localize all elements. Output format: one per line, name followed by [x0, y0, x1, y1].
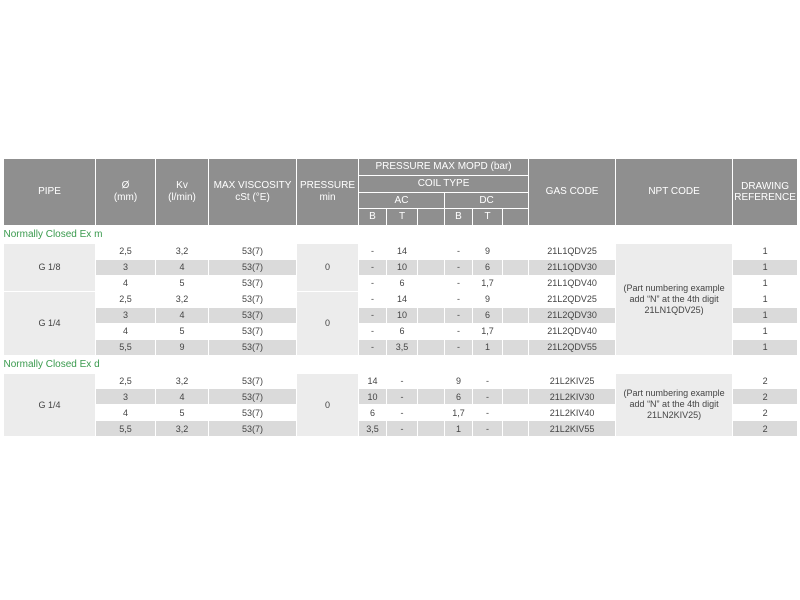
dc-t-cell: - [473, 405, 503, 421]
dc-empty-cell [503, 275, 529, 291]
ac-t-cell: 14 [387, 244, 418, 260]
dc-b-cell: - [445, 307, 473, 323]
visc-cell: 53(7) [209, 389, 297, 405]
pressure-min-cell: 0 [297, 373, 359, 437]
ac-b-cell: 14 [359, 373, 387, 389]
dc-t-cell: 1,7 [473, 275, 503, 291]
header-kv: Kv (l/min) [156, 159, 209, 226]
ac-b-cell: 6 [359, 405, 387, 421]
kv-cell: 4 [156, 307, 209, 323]
header-ac: AC [359, 193, 445, 209]
drawing-reference-cell: 1 [733, 275, 798, 291]
ac-t-cell: - [387, 421, 418, 437]
dc-empty-cell [503, 291, 529, 307]
ac-b-cell: - [359, 244, 387, 260]
ac-empty-cell [418, 339, 445, 355]
table-row [4, 373, 798, 389]
d-cell: 2,5 [96, 244, 156, 260]
header-ac-t: T [387, 209, 418, 226]
pressure-min-cell: 0 [297, 244, 359, 292]
drawing-reference-cell: 1 [733, 259, 798, 275]
d-cell: 5,5 [96, 421, 156, 437]
pressure-min-cell: 0 [297, 291, 359, 355]
d-cell: 3 [96, 307, 156, 323]
d-cell: 4 [96, 405, 156, 421]
ac-empty-cell [418, 259, 445, 275]
ac-t-cell: 10 [387, 259, 418, 275]
dc-b-cell: 6 [445, 389, 473, 405]
drawing-reference-cell: 2 [733, 421, 798, 437]
visc-cell: 53(7) [209, 421, 297, 437]
kv-cell: 3,2 [156, 244, 209, 260]
ac-b-cell: - [359, 275, 387, 291]
kv-cell: 3,2 [156, 421, 209, 437]
visc-cell: 53(7) [209, 323, 297, 339]
section-title-row [4, 226, 798, 244]
section-title: Normally Closed Ex m [4, 226, 798, 244]
ac-b-cell: 3,5 [359, 421, 387, 437]
npt-code-cell [616, 373, 733, 437]
header-dc-empty [503, 209, 529, 226]
dc-b-cell: - [445, 339, 473, 355]
drawing-reference-cell: 2 [733, 373, 798, 389]
ac-t-cell: - [387, 405, 418, 421]
gas-code-cell: 21L1QDV30 [529, 259, 616, 275]
ac-b-cell: - [359, 339, 387, 355]
pipe-cell: G 1/8 [4, 244, 96, 292]
drawing-reference-cell: 2 [733, 389, 798, 405]
drawing-reference-cell: 1 [733, 291, 798, 307]
visc-cell: 53(7) [209, 275, 297, 291]
npt-note-line: add “N” at the 4th digit [629, 293, 719, 304]
d-cell: 5,5 [96, 339, 156, 355]
dc-t-cell: - [473, 389, 503, 405]
header-dc-t: T [473, 209, 503, 226]
dc-t-cell: - [473, 421, 503, 437]
dc-b-cell: - [445, 291, 473, 307]
section-title: Normally Closed Ex d [4, 355, 798, 373]
kv-cell: 4 [156, 389, 209, 405]
header-coil-type: COIL TYPE [359, 176, 529, 193]
gas-code-cell: 21L2KIV55 [529, 421, 616, 437]
kv-cell: 3,2 [156, 291, 209, 307]
ac-b-cell: - [359, 259, 387, 275]
npt-note-line: (Part numbering example [623, 282, 725, 293]
visc-cell: 53(7) [209, 259, 297, 275]
visc-cell: 53(7) [209, 291, 297, 307]
d-cell: 4 [96, 275, 156, 291]
ac-empty-cell [418, 244, 445, 260]
dc-b-cell: - [445, 323, 473, 339]
drawing-reference-cell: 1 [733, 307, 798, 323]
valve-spec-table [3, 158, 798, 437]
visc-cell: 53(7) [209, 307, 297, 323]
dc-empty-cell [503, 323, 529, 339]
d-cell: 4 [96, 323, 156, 339]
ac-t-cell: 14 [387, 291, 418, 307]
dc-t-cell: - [473, 373, 503, 389]
dc-t-cell: 6 [473, 259, 503, 275]
d-cell: 2,5 [96, 291, 156, 307]
dc-empty-cell [503, 307, 529, 323]
gas-code-cell: 21L1QDV25 [529, 244, 616, 260]
dc-t-cell: 9 [473, 244, 503, 260]
drawing-reference-cell: 1 [733, 339, 798, 355]
header-gas-code: GAS CODE [529, 159, 616, 226]
d-cell: 2,5 [96, 373, 156, 389]
ac-empty-cell [418, 291, 445, 307]
ac-b-cell: 10 [359, 389, 387, 405]
dc-b-cell: - [445, 275, 473, 291]
pipe-cell: G 1/4 [4, 373, 96, 437]
table-body [4, 226, 798, 437]
ac-b-cell: - [359, 323, 387, 339]
header-diameter: Ø (mm) [96, 159, 156, 226]
npt-note-line: add “N” at the 4th digit [629, 399, 719, 410]
ac-empty-cell [418, 275, 445, 291]
header-max-viscosity: MAX VISCOSITY cSt (°E) [209, 159, 297, 226]
npt-code-cell [616, 244, 733, 356]
pipe-cell: G 1/4 [4, 291, 96, 355]
dc-t-cell: 9 [473, 291, 503, 307]
kv-cell: 5 [156, 323, 209, 339]
dc-t-cell: 1,7 [473, 323, 503, 339]
kv-cell: 3,2 [156, 373, 209, 389]
npt-note-line: 21LN2KIV25) [647, 410, 702, 421]
dc-empty-cell [503, 373, 529, 389]
dc-t-cell: 6 [473, 307, 503, 323]
visc-cell: 53(7) [209, 339, 297, 355]
dc-empty-cell [503, 421, 529, 437]
dc-b-cell: - [445, 259, 473, 275]
d-cell: 3 [96, 259, 156, 275]
ac-b-cell: - [359, 291, 387, 307]
dc-b-cell: - [445, 244, 473, 260]
kv-cell: 9 [156, 339, 209, 355]
d-cell: 3 [96, 389, 156, 405]
gas-code-cell: 21L2KIV40 [529, 405, 616, 421]
kv-cell: 4 [156, 259, 209, 275]
dc-empty-cell [503, 244, 529, 260]
ac-t-cell: 10 [387, 307, 418, 323]
gas-code-cell: 21L2QDV30 [529, 307, 616, 323]
header-pressure-min: PRESSURE min [297, 159, 359, 226]
dc-t-cell: 1 [473, 339, 503, 355]
dc-empty-cell [503, 405, 529, 421]
ac-empty-cell [418, 373, 445, 389]
header-npt-code: NPT CODE [616, 159, 733, 226]
npt-note-line: (Part numbering example [623, 388, 725, 399]
section-title-row [4, 355, 798, 373]
header-pipe: PIPE [4, 159, 96, 226]
drawing-reference-cell: 1 [733, 244, 798, 260]
ac-empty-cell [418, 389, 445, 405]
gas-code-cell: 21L2QDV25 [529, 291, 616, 307]
dc-b-cell: 1,7 [445, 405, 473, 421]
header-drawing-reference: DRAWING REFERENCE [733, 159, 798, 226]
dc-empty-cell [503, 339, 529, 355]
visc-cell: 53(7) [209, 244, 297, 260]
visc-cell: 53(7) [209, 405, 297, 421]
gas-code-cell: 21L1QDV40 [529, 275, 616, 291]
kv-cell: 5 [156, 405, 209, 421]
dc-empty-cell [503, 389, 529, 405]
header-dc-b: B [445, 209, 473, 226]
ac-t-cell: - [387, 389, 418, 405]
ac-t-cell: 3,5 [387, 339, 418, 355]
gas-code-cell: 21L2QDV55 [529, 339, 616, 355]
dc-b-cell: 1 [445, 421, 473, 437]
ac-b-cell: - [359, 307, 387, 323]
table-row [4, 244, 798, 260]
ac-empty-cell [418, 307, 445, 323]
gas-code-cell: 21L2KIV25 [529, 373, 616, 389]
drawing-reference-cell: 1 [733, 323, 798, 339]
drawing-reference-cell: 2 [733, 405, 798, 421]
dc-empty-cell [503, 259, 529, 275]
gas-code-cell: 21L2KIV30 [529, 389, 616, 405]
header-pressure-max: PRESSURE MAX MOPD (bar) [359, 159, 529, 176]
ac-empty-cell [418, 405, 445, 421]
header-ac-b: B [359, 209, 387, 226]
ac-t-cell: 6 [387, 323, 418, 339]
dc-b-cell: 9 [445, 373, 473, 389]
header-ac-empty [418, 209, 445, 226]
visc-cell: 53(7) [209, 373, 297, 389]
kv-cell: 5 [156, 275, 209, 291]
npt-note-line: 21LN1QDV25) [644, 304, 704, 315]
ac-empty-cell [418, 421, 445, 437]
ac-t-cell: - [387, 373, 418, 389]
ac-empty-cell [418, 323, 445, 339]
header-dc: DC [445, 193, 529, 209]
gas-code-cell: 21L2QDV40 [529, 323, 616, 339]
ac-t-cell: 6 [387, 275, 418, 291]
